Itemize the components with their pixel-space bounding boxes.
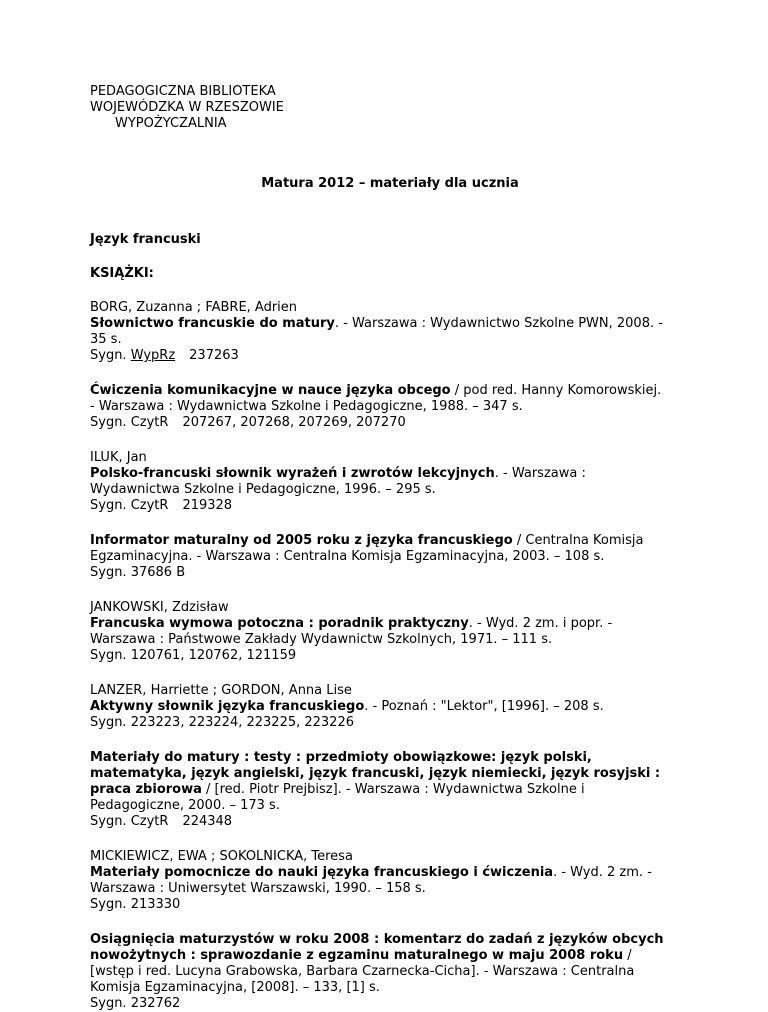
entry-signature: Sygn. 232762 (90, 996, 181, 1011)
entry-pages: 35 s. (90, 332, 122, 347)
subject-heading: Język francuski (90, 232, 201, 247)
signature-prefix: Sygn. (90, 348, 127, 363)
header-line: WOJEWÓDZKA W RZESZOWIE (90, 100, 284, 115)
bibliography-entry (90, 932, 690, 1012)
entry-title: Francuska wymowa potoczna : poradnik praktyczny (90, 616, 469, 631)
entry-signature: Sygn. 120761, 120762, 121159 (90, 648, 297, 663)
header-line: PEDAGOGICZNA BIBLIOTEKA (90, 84, 276, 99)
entry-title: Słownictwo francuskie do matury (90, 316, 335, 331)
entry-separator: / (623, 948, 632, 963)
entry-title: Ćwiczenia komunikacyjne w nauce języka obcego (90, 383, 451, 398)
entry-authors: LANZER, Harriette ; GORDON, Anna Lise (90, 683, 352, 698)
entry-title: nowożytnych : sprawozdanie z egzaminu maturalnego w maju 2008 roku (90, 948, 624, 963)
bibliography-entry (90, 600, 690, 664)
entry-publication: . - Poznań : "Lektor", [1996]. – 208 s. (364, 699, 604, 714)
signature-numbers: 237263 (189, 348, 239, 363)
entry-editor: / pod red. Hanny Komorowskiej. (450, 383, 662, 398)
page-title: Matura 2012 – materiały dla ucznia (261, 176, 519, 191)
entry-authors: MICKIEWICZ, EWA ; SOKOLNICKA, Teresa (90, 849, 353, 864)
entry-line (90, 616, 690, 632)
entry-publication: . - Warszawa : (494, 466, 586, 481)
entry-line (90, 466, 690, 482)
entry-signature: Sygn. 223223, 223224, 223225, 223226 (90, 715, 354, 730)
entry-publication: . - Warszawa : Wydawnictwo Szkolne PWN, 2008. - (334, 316, 663, 331)
entry-editors: [wstęp i red. Lucyna Grabowska, Barbara Czarnecka-Cicha]. - Warszawa : Centralna (90, 964, 635, 979)
document-page (90, 84, 690, 1012)
entry-line (90, 865, 690, 881)
bibliography-entry (90, 683, 690, 731)
signature-numbers: 219328 (182, 498, 233, 513)
bibliography-entry (90, 300, 690, 364)
entry-signature: Sygn. 37686 B (90, 565, 186, 580)
entry-line (90, 782, 690, 798)
bibliography-entry (90, 383, 690, 431)
entry-author: / Centralna Komisja (512, 533, 644, 548)
entry-signature (90, 498, 690, 514)
header-line: WYPOŻYCZALNIA (115, 116, 227, 131)
entry-signature (90, 415, 690, 431)
library-header (90, 84, 690, 132)
entry-title: praca zbiorowa (90, 782, 202, 797)
bibliography-entry (90, 533, 690, 581)
entry-publisher: Warszawa : Państwowe Zakłady Wydawnictw Szkolnych, 1971. – 111 s. (90, 632, 553, 647)
entry-signature (90, 814, 690, 830)
entry-title: Materiały pomocnicze do nauki języka francuskiego i ćwiczenia (90, 865, 554, 880)
entry-title: Informator maturalny od 2005 roku z języka francuskiego (90, 533, 513, 548)
bibliography-entry (90, 849, 690, 913)
entry-title: Polsko-francuski słownik wyrażeń i zwrotów lekcyjnych (90, 466, 495, 481)
entry-publication: - Warszawa : Wydawnictwa Szkolne i Pedagogiczne, 1988. – 347 s. (90, 399, 523, 414)
entry-line (90, 383, 690, 399)
entry-publication: Egzaminacyjna. - Warszawa : Centralna Komisja Egzaminacyjna, 2003. – 108 s. (90, 549, 605, 564)
entry-edition: . - Wyd. 2 zm. - (553, 865, 652, 880)
bibliography-entry (90, 750, 690, 830)
section-heading: KSIĄŻKI: (90, 266, 154, 281)
entry-title: Osiągnięcia maturzystów w roku 2008 : komentarz do zadań z języków obcych (90, 932, 664, 947)
entry-line (90, 316, 690, 332)
entry-publisher: Pedagogiczne, 2000. – 173 s. (90, 798, 280, 813)
bibliography-entry (90, 450, 690, 514)
signature-prefix: Sygn. CzytR (90, 415, 169, 430)
entry-authors: ILUK, Jan (90, 450, 147, 465)
entry-publisher: Wydawnictwa Szkolne i Pedagogiczne, 1996. – 295 s. (90, 482, 436, 497)
signature-numbers: 207267, 207268, 207269, 207270 (182, 415, 406, 430)
signature-prefix: Sygn. CzytR (90, 498, 169, 513)
entry-editor: / [red. Piotr Prejbisz]. - Warszawa : Wydawnictwa Szkolne i (201, 782, 585, 797)
entry-publisher: Warszawa : Uniwersytet Warszawski, 1990. – 158 s. (90, 881, 426, 896)
signature-numbers: 224348 (182, 814, 233, 829)
signature-prefix: Sygn. CzytR (90, 814, 169, 829)
entry-line (90, 533, 690, 549)
entry-publisher: Komisja Egzaminacyjna, [2008]. – 133, [1] s. (90, 980, 380, 995)
entry-title: Materiały do matury : testy : przedmioty obowiązkowe: język polski, (90, 750, 592, 765)
entry-line (90, 948, 690, 964)
entry-edition: . - Wyd. 2 zm. i popr. - (468, 616, 613, 631)
entry-signature: Sygn. 213330 (90, 897, 181, 912)
entry-authors: BORG, Zuzanna ; FABRE, Adrien (90, 300, 298, 315)
entry-title: Aktywny słownik języka francuskiego (90, 699, 365, 714)
entry-signature (90, 348, 690, 364)
entry-title: matematyka, język angielski, język francuski, język niemiecki, język rosyjski : (90, 766, 661, 781)
signature-location: WypRz (130, 348, 176, 363)
entry-authors: JANKOWSKI, Zdzisław (90, 600, 229, 615)
entry-line (90, 699, 690, 715)
